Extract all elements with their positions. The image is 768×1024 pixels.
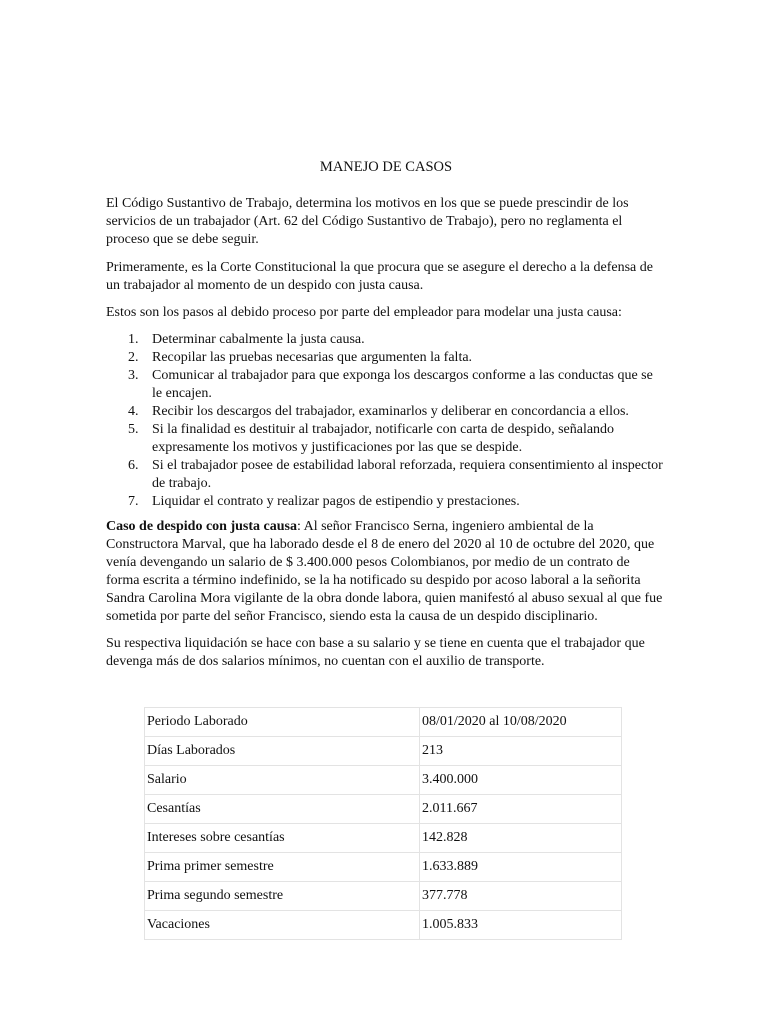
table-cell-value: 2.011.667: [420, 795, 622, 824]
table-row: [145, 795, 622, 824]
table-cell-label: Días Laborados: [145, 737, 420, 766]
table-cell-value: 377.778: [420, 882, 622, 911]
case-text: : Al señor Francisco Serna, ingeniero ambiental de la Constructora Marval, que ha laborado desde el 8 de enero del 2020 al 10 de octubre del 2020, que venía devengando un salario de $ 3.400.000 pesos Colombianos, por medio de un contrato de forma escrita a término indefinido, se la ha notificado su despido por acoso laboral a la señorita Sandra Carolina Mora vigilante de la obra donde labora, quien manifestó al abuso sexual al que fue sometida por parte del señor Francisco, siendo esta la causa de un despido disciplinario.: [106, 519, 663, 624]
steps-intro-paragraph: Estos son los pasos al debido proceso por parte del empleador para modelar una justa causa:: [106, 305, 622, 320]
list-item-text: Comunicar al trabajador para que exponga los descargos conforme a las conductas que se le encajen.: [152, 368, 653, 401]
list-item-text: Determinar cabalmente la justa causa.: [152, 332, 365, 347]
table-row: [145, 911, 622, 940]
table-cell-label: Prima primer semestre: [145, 853, 420, 882]
list-item: [106, 367, 666, 403]
table-cell-label: Cesantías: [145, 795, 420, 824]
list-item: [106, 349, 666, 367]
list-item-number: 1.: [128, 332, 139, 347]
constitutional-court-paragraph: Primeramente, es la Corte Constitucional la que procura que se asegure el derecho a la defensa de un trabajador al momento de un despido con justa causa.: [106, 260, 653, 293]
list-item: [106, 331, 666, 349]
list-item-text: Liquidar el contrato y realizar pagos de estipendio y prestaciones.: [152, 494, 520, 509]
intro-paragraph: El Código Sustantivo de Trabajo, determina los motivos en los que se puede prescindir de los servicios de un trabajador (Art. 62 del Código Sustantivo de Trabajo), pero no reglamenta el proceso que se debe seguir.: [106, 196, 629, 247]
table-row: [145, 766, 622, 795]
steps-list: [106, 331, 666, 511]
list-item-text: Recopilar las pruebas necesarias que argumenten la falta.: [152, 350, 473, 365]
table-cell-value: 08/01/2020 al 10/08/2020: [420, 708, 622, 737]
list-item-number: 3.: [128, 368, 139, 383]
table-cell-value: 1.633.889: [420, 853, 622, 882]
table-cell-value: 1.005.833: [420, 911, 622, 940]
list-item-number: 4.: [128, 404, 139, 419]
liquidation-table: [144, 707, 622, 940]
list-item: [106, 421, 666, 457]
table-cell-label: Vacaciones: [145, 911, 420, 940]
table-row: [145, 708, 622, 737]
list-item: [106, 403, 666, 421]
table-cell-label: Prima segundo semestre: [145, 882, 420, 911]
table-row: [145, 824, 622, 853]
table-cell-value: 213: [420, 737, 622, 766]
list-item-text: Recibir los descargos del trabajador, examinarlos y deliberar en concordancia a ellos.: [152, 404, 629, 419]
list-item: [106, 493, 666, 511]
table-cell-label: Intereses sobre cesantías: [145, 824, 420, 853]
list-item-number: 2.: [128, 350, 139, 365]
table-cell-label: Salario: [145, 766, 420, 795]
table-cell-value: 3.400.000: [420, 766, 622, 795]
list-item-text: Si la finalidad es destituir al trabajador, notificarle con carta de despido, señalando expresamente los motivos y justificaciones por las que se despide.: [152, 422, 615, 455]
table-row: [145, 882, 622, 911]
table-row: [145, 853, 622, 882]
table-cell-value: 142.828: [420, 824, 622, 853]
list-item-number: 6.: [128, 458, 139, 473]
case-label: Caso de despido con justa causa: [106, 519, 297, 534]
closing-paragraph: Su respectiva liquidación se hace con base a su salario y se tiene en cuenta que el trabajador que devenga más de dos salarios mínimos, no cuentan con el auxilio de transporte.: [106, 636, 645, 669]
list-item: [106, 457, 666, 493]
case-paragraph: [106, 518, 666, 626]
list-item-text: Si el trabajador posee de estabilidad laboral reforzada, requiera consentimiento al inspector de trabajo.: [152, 458, 663, 491]
table-cell-label: Periodo Laborado: [145, 708, 420, 737]
list-item-number: 5.: [128, 422, 139, 437]
table-row: [145, 737, 622, 766]
document-title: MANEJO DE CASOS: [319, 159, 453, 175]
list-item-number: 7.: [128, 494, 139, 509]
